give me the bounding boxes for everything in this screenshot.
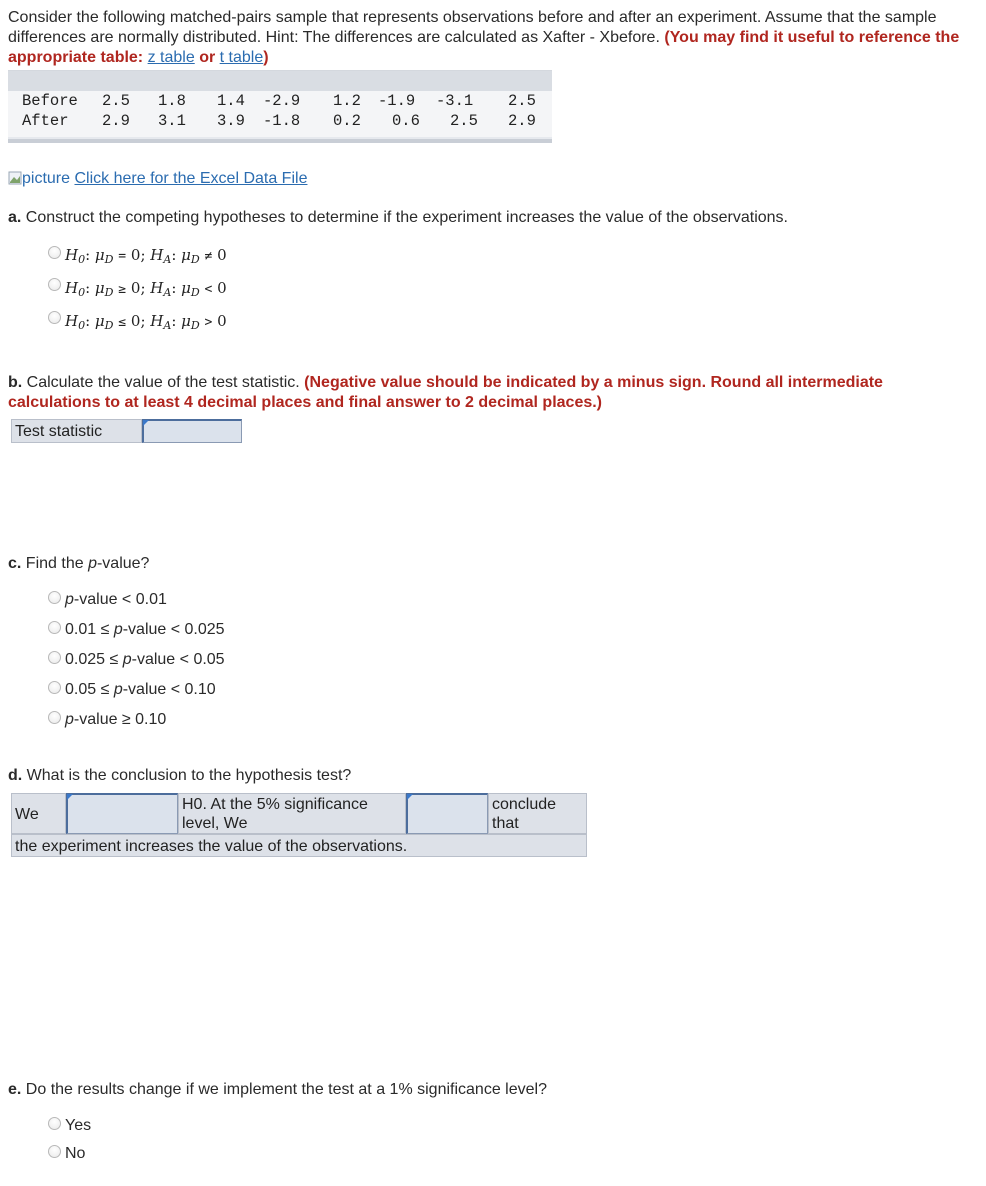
question-a: a. Construct the competing hypotheses to determine if the experiment increases the value of the observations. <box>8 209 788 226</box>
conclusion-ending-cell: the experiment increases the value of the observations. <box>11 834 587 857</box>
table-cell: 2.5 <box>102 92 130 110</box>
table-cell: 3.1 <box>158 112 186 130</box>
pvalue-option-4: 0.05 ≤ p-value < 0.10 <box>65 681 216 698</box>
table-cell: -1.9 <box>378 92 416 110</box>
table-cell: -1.8 <box>263 112 301 130</box>
pvalue-option-3-radio[interactable] <box>48 651 61 664</box>
table-cell: 3.9 <box>217 112 245 130</box>
table-cell: 1.8 <box>158 92 186 110</box>
decision-select-1[interactable] <box>66 793 178 834</box>
pvalue-option-3: 0.025 ≤ p-value < 0.05 <box>65 651 225 668</box>
table-cell: 1.4 <box>217 92 245 110</box>
yes-radio[interactable] <box>48 1117 61 1130</box>
table-cell: -3.1 <box>436 92 474 110</box>
table-cell: 0.2 <box>333 112 361 130</box>
table-cell: 1.2 <box>333 92 361 110</box>
hypothesis-option-2-radio[interactable] <box>48 278 61 291</box>
conclusion-that-cell: conclude that <box>488 793 587 834</box>
hypothesis-option-1: $H_0$: $\mu_D = 0$; $H_A$: $\mu_D \ne 0$ <box>65 246 227 266</box>
question-e: e. Do the results change if we implement the test at a 1% significance level? <box>8 1081 547 1098</box>
broken-image-icon: picture <box>8 170 70 187</box>
hypothesis-option-3: $H_0$: $\mu_D \le 0$; $H_A$: $\mu_D > 0$ <box>65 312 227 332</box>
conclusion-mid-cell: H0. At the 5% significance level, We <box>178 793 406 834</box>
table-cell: 0.6 <box>392 112 420 130</box>
decision-select-2[interactable] <box>406 793 488 834</box>
question-intro <box>8 8 968 68</box>
z-table-link[interactable]: z table <box>147 49 195 66</box>
pvalue-option-2-radio[interactable] <box>48 621 61 634</box>
option-no: No <box>65 1145 86 1162</box>
table-cell: 2.9 <box>102 112 130 130</box>
question-d: d. What is the conclusion to the hypothesis test? <box>8 767 352 784</box>
excel-data-link[interactable]: Click here for the Excel Data File <box>74 170 308 187</box>
intro-text: Consider the following matched-pairs sample that represents observations before and after an experiment. Assume that the sample differences are normally distributed. Hint: The differences are calculated as Xafter - Xbefore. <box>8 9 937 46</box>
no-radio[interactable] <box>48 1145 61 1158</box>
pvalue-option-1: p-value < 0.01 <box>65 591 167 608</box>
hypothesis-option-1-radio[interactable] <box>48 246 61 259</box>
test-statistic-label-cell: Test statistic <box>11 419 142 443</box>
intro-note: (You may find it useful to reference the appropriate table: z table or t table) <box>8 29 960 66</box>
pvalue-option-5-radio[interactable] <box>48 711 61 724</box>
table-cell: 2.5 <box>508 92 536 110</box>
question-b: b. Calculate the value of the test statistic. (Negative value should be indicated by a minus sign. Round all intermediate calculations to at least 4 decimal places and final answer to 2 decimal places.) <box>8 374 883 411</box>
table-cell: -2.9 <box>263 92 301 110</box>
row-label: After <box>22 112 69 130</box>
hypothesis-option-2: $H_0$: $\mu_D \ge 0$; $H_A$: $\mu_D < 0$ <box>65 279 227 299</box>
data-table <box>8 70 552 143</box>
pvalue-option-4-radio[interactable] <box>48 681 61 694</box>
question-c: c. Find the p-value? <box>8 555 150 572</box>
option-yes: Yes <box>65 1117 92 1134</box>
conclusion-we-cell: We <box>11 793 66 834</box>
t-table-link[interactable]: t table <box>219 49 264 66</box>
table-cell: 2.9 <box>508 112 536 130</box>
question-b-note: (Negative value should be indicated by a minus sign. Round all intermediate calculations to at least 4 decimal places and final answer to 2 decimal places.) <box>8 374 883 411</box>
pvalue-option-5: p-value ≥ 0.10 <box>65 711 167 728</box>
test-statistic-input[interactable] <box>142 419 242 443</box>
table-cell: 2.5 <box>450 112 478 130</box>
pvalue-option-1-radio[interactable] <box>48 591 61 604</box>
row-label: Before <box>22 92 78 110</box>
pvalue-option-2: 0.01 ≤ p-value < 0.025 <box>65 621 225 638</box>
excel-data-link-row <box>8 170 307 188</box>
hypothesis-option-3-radio[interactable] <box>48 311 61 324</box>
